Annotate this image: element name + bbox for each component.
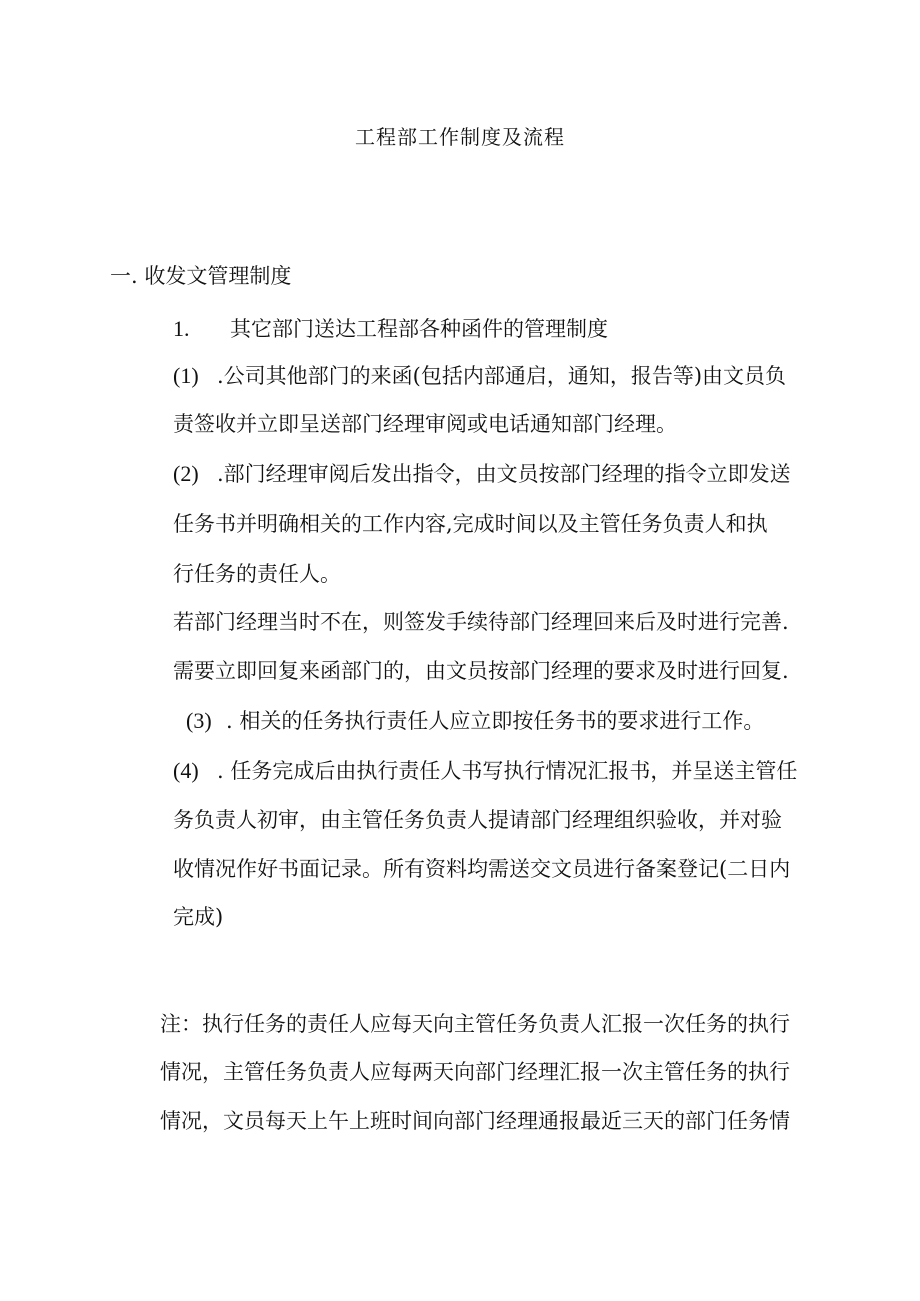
item-1-number: (1)	[173, 363, 199, 388]
item-4-line-2: 务负责人初审，由主管任务负责人提请部门经理组织验收，并对验	[173, 808, 782, 832]
item-3-text: . 相关的任务执行责任人应立即按任务书的要求进行工作。	[226, 709, 765, 733]
section-heading: 一. 收发文管理制度	[110, 264, 292, 288]
item-2-line-5: 需要立即回复来函部门的，由文员按部门经理的要求及时进行回复.	[173, 659, 789, 683]
note-line-1: 注：执行任务的责任人应每天向主管任务负责人汇报一次任务的执行	[160, 1012, 790, 1036]
item-2-line-1	[173, 460, 791, 488]
note-line-2: 情况，主管任务负责人应每两天向部门经理汇报一次主管任务的执行	[160, 1060, 790, 1084]
subsection-heading	[173, 315, 608, 343]
item-4-line-1	[173, 757, 797, 785]
item-4-text: . 任务完成后由执行责任人书写执行情况汇报书，并呈送主管任	[217, 759, 798, 783]
item-2-text: .部门经理审阅后发出指令，由文员按部门经理的指令立即发送	[217, 462, 791, 486]
item-4-number: (4)	[173, 758, 199, 783]
item-3-line-1	[186, 707, 764, 735]
subsection-number: 1.	[173, 316, 190, 341]
subsection-text: 其它部门送达工程部各种函件的管理制度	[230, 317, 608, 341]
item-4-line-3: 收情况作好书面记录。所有资料均需送交文员进行备案登记(二日内	[173, 857, 791, 881]
document-title: 工程部工作制度及流程	[355, 125, 565, 149]
item-1-line-1	[173, 362, 786, 390]
item-1-text: .公司其他部门的来函(包括内部通启，通知，报告等)由文员负	[217, 364, 787, 388]
note-line-3: 情况，文员每天上午上班时间向部门经理通报最近三天的部门任务情	[160, 1109, 790, 1133]
item-2-line-2: 任务书并明确相关的工作内容,完成时间以及主管任务负责人和执	[173, 512, 768, 536]
item-4-line-4: 完成)	[173, 905, 224, 929]
item-2-line-4: 若部门经理当时不在，则签发手续待部门经理回来后及时进行完善.	[173, 610, 789, 634]
item-2-line-3: 行任务的责任人。	[173, 562, 341, 586]
item-2-number: (2)	[173, 461, 199, 486]
item-1-line-2: 责签收并立即呈送部门经理审阅或电话通知部门经理。	[173, 412, 677, 436]
item-3-number: (3)	[186, 708, 212, 733]
